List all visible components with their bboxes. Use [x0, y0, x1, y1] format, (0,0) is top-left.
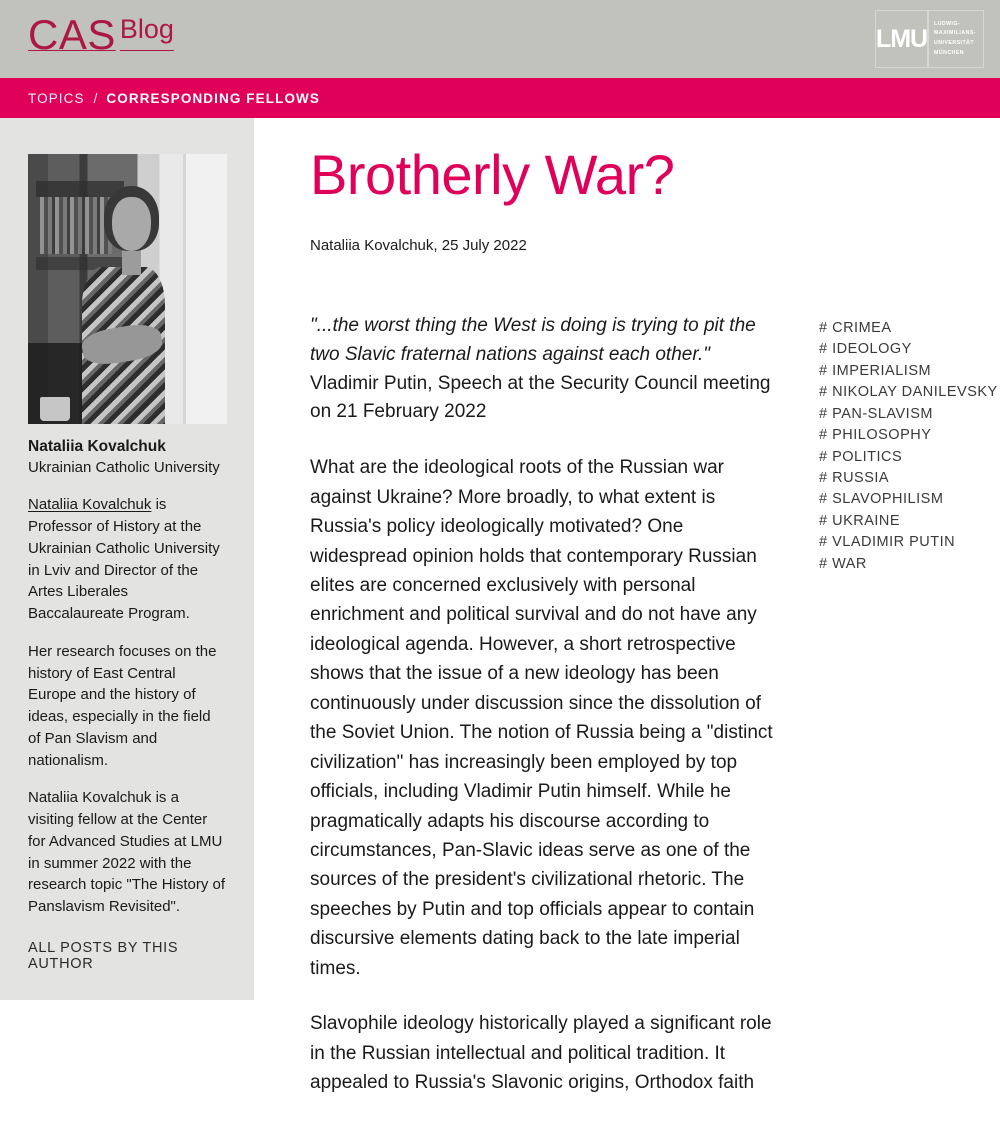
article-byline: Nataliia Kovalchuk, 25 July 2022: [310, 236, 527, 254]
tag-prefix: #: [819, 319, 828, 336]
tag-prefix: #: [819, 384, 828, 401]
lmu-wordmark-box: [928, 10, 984, 68]
author-bio-paragraph-1-text: is Professor of History at the Ukrainian Catholic University in Lviv and Director of the Artes Liberales Baccalaureate Program.: [28, 496, 220, 622]
tag-slavophilism[interactable]: [819, 489, 1000, 510]
article-body: [310, 312, 775, 1123]
tag-label: SLAVOPHILISM: [832, 491, 944, 508]
lmu-mark-box: [875, 10, 928, 68]
article-columns: [310, 312, 1000, 1123]
article-paragraph-2: Slavophile ideology historically played a significant role in the Russian intellectual and political tradition. It appealed to Russia's Slavonic origins, Orthodox faith: [310, 1013, 772, 1094]
breadcrumb: [0, 78, 1000, 118]
tag-prefix: #: [819, 362, 828, 379]
tag-prefix: #: [819, 512, 828, 529]
tag-nikolay-danilevsky[interactable]: [819, 382, 1000, 403]
pull-quote-text: "...the worst thing the West is doing is trying to pit the two Slavic fraternal nations against each other.": [310, 314, 756, 365]
tag-label: POLITICS: [832, 448, 903, 465]
tag-prefix: #: [819, 427, 828, 444]
tag-crimea[interactable]: [819, 318, 1000, 339]
author-sidebar: [0, 118, 254, 1000]
tag-ukraine[interactable]: [819, 511, 1000, 532]
tag-imperialism[interactable]: [819, 361, 1000, 382]
tag-prefix: #: [819, 491, 828, 508]
tag-prefix: #: [819, 405, 828, 422]
page-body: [0, 118, 1000, 1094]
tag-prefix: #: [819, 555, 828, 572]
author-name: Nataliia Kovalchuk: [28, 438, 166, 455]
breadcrumb-item-topics[interactable]: TOPICS: [28, 90, 85, 106]
author-profile-link[interactable]: Nataliia Kovalchuk: [28, 496, 152, 514]
tag-label: IDEOLOGY: [832, 341, 912, 358]
brand-primary-text: CAS: [28, 11, 116, 58]
lmu-mark-text: LMU: [875, 24, 928, 53]
lmu-wordmark-line-1: LUDWIG-: [934, 20, 961, 27]
author-portrait-photo: [28, 154, 227, 424]
tag-label: NIKOLAY DANILEVSKY: [832, 384, 998, 401]
tag-label: PAN-SLAVISM: [832, 405, 933, 422]
tag-ideology[interactable]: [819, 339, 1000, 360]
lmu-wordmark-line-2: MAXIMILIANS-: [934, 30, 977, 37]
tag-pan-slavism[interactable]: [819, 404, 1000, 425]
tag-label: RUSSIA: [832, 469, 890, 486]
tag-label: IMPERIALISM: [832, 362, 932, 379]
page-title: Brotherly War?: [310, 143, 675, 206]
site-header: [0, 0, 1000, 78]
all-posts-by-author-link[interactable]: ALL POSTS BY THIS AUTHOR: [28, 939, 179, 972]
tag-prefix: #: [819, 448, 828, 465]
tag-politics[interactable]: [819, 447, 1000, 468]
tag-russia[interactable]: [819, 468, 1000, 489]
site-logo-cas-blog[interactable]: [28, 11, 174, 58]
breadcrumb-separator: /: [93, 90, 98, 106]
article-paragraph-1: What are the ideological roots of the Russian war against Ukraine? More broadly, to what extent is Russia's policy ideologically motivated? One widespread opinion holds that contemporary Russian elites are concerned exclusively with personal enrichment and political survival and do not have any ideological agenda. However, a short retrospective shows that the issue of a new ideology has been continuously under discussion since the dissolution of the Soviet Union. The notion of Russia being a "distinct civilization" has increasingly been employed by top officials, including Vladimir Putin himself. While he pragmatically adapts his discourse according to circumstances, Pan-Slavic ideas serve as one of the sources of the president's civilizational rhetoric. The speeches by Putin and top officials appear to contain discursive elements dating back to the late imperial times.: [310, 457, 773, 979]
article-content: [254, 118, 1000, 1094]
tag-prefix: #: [819, 534, 828, 551]
pull-quote: [310, 312, 775, 428]
tag-label: UKRAINE: [832, 512, 901, 529]
pull-quote-attribution: Vladimir Putin, Speech at the Security Council meeting on 21 February 2022: [310, 372, 771, 423]
lmu-wordmark-line-3: UNIVERSITÄT: [934, 40, 975, 46]
tag-war[interactable]: [819, 554, 1000, 575]
author-bio-paragraph-3: Nataliia Kovalchuk is a visiting fellow at the Center for Advanced Studies at LMU in summer 2022 with the research topic "The History of Panslavism Revisited".: [28, 789, 226, 915]
author-bio-paragraph-1: [28, 494, 226, 625]
tag-vladimir-putin[interactable]: [819, 532, 1000, 553]
tag-label: VLADIMIR PUTIN: [832, 534, 956, 551]
tag-label: CRIMEA: [832, 319, 892, 336]
lmu-wordmark-text: [934, 20, 976, 59]
brand-secondary-text: Blog: [119, 14, 174, 44]
tag-prefix: #: [819, 469, 828, 486]
tag-prefix: #: [819, 341, 828, 358]
tag-label: PHILOSOPHY: [832, 427, 932, 444]
lmu-logo[interactable]: [875, 10, 984, 68]
lmu-wordmark-line-4: MÜNCHEN: [934, 49, 965, 56]
tag-label: WAR: [832, 555, 867, 572]
breadcrumb-item-corresponding-fellows[interactable]: CORRESPONDING FELLOWS: [106, 90, 320, 106]
tag-philosophy[interactable]: [819, 425, 1000, 446]
author-affiliation: Ukrainian Catholic University: [28, 459, 220, 476]
tag-list: [775, 312, 1000, 1123]
author-bio-paragraph-2: Her research focuses on the history of East Central Europe and the history of ideas, especially in the field of Pan Slavism and nationalism.: [28, 642, 217, 769]
